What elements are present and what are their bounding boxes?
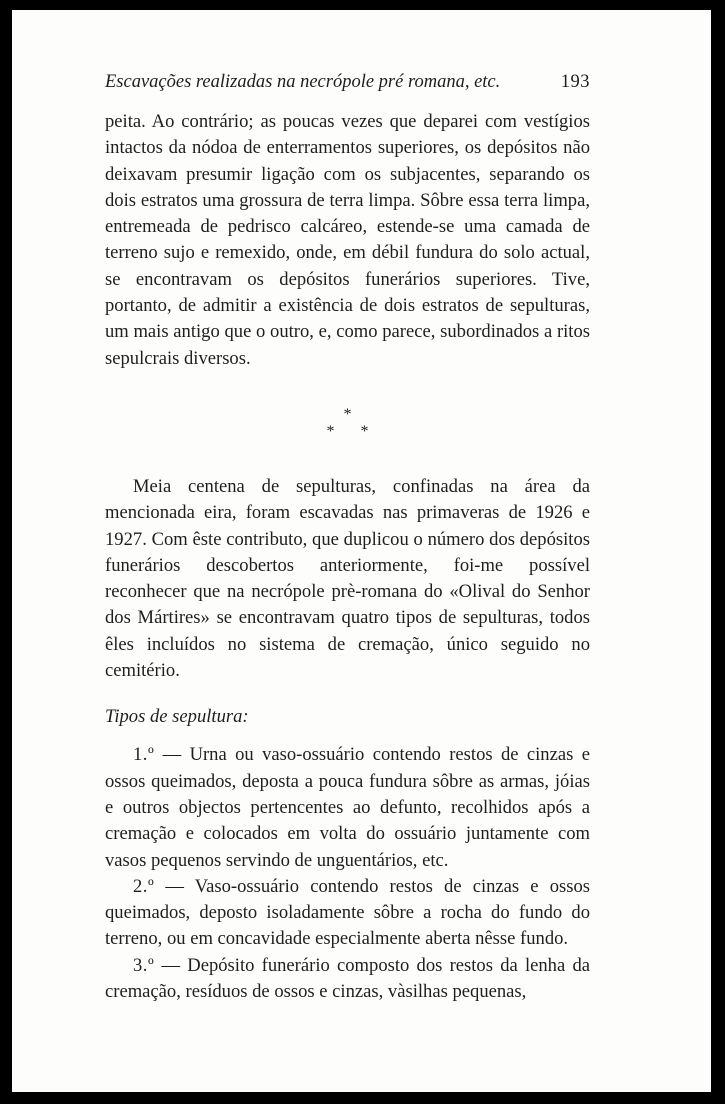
list-item-type-3 — [105, 953, 590, 1006]
running-header — [105, 72, 590, 93]
page-number: 193 — [560, 72, 590, 92]
separator-asterisk-top: * — [343, 405, 352, 423]
page-content — [105, 72, 590, 1005]
paragraph-excavation: Meia centena de sepulturas, confinadas na área da mencionada eira, foram escavadas nas primaveras de 1926 e 1927. Com êste contributo, que duplicou o número dos depósitos funerários descobertos anteriormente, foi-me possível reconhecer que na necrópole prè-romana do «Olival do Senhor dos Mártires» se encontravam quatro tipos de sepulturas, todos êles incluídos no sistema de cremação, único seguido no cemitério. — [105, 475, 590, 682]
list-item-type-1 — [105, 742, 590, 873]
list-item-text: Vaso-ossuário contendo restos de cinzas e ossos queimados, deposto isoladamente sôbre a rocha do fundo do terreno, ou em concavidade especialmente aberta nêsse fundo. — [105, 875, 590, 950]
book-page — [12, 10, 711, 1092]
list-item-ordinal: 1.º — [133, 744, 155, 766]
list-item-ordinal: 3.º — [133, 954, 155, 976]
running-title: Escavações realizadas na necrópole pré romana, etc. — [105, 72, 501, 92]
list-item-dash: — — [162, 744, 182, 766]
list-item-dash: — — [161, 954, 181, 976]
separator-asterisks-bottom: * * — [326, 422, 369, 440]
section-title: Tipos de sepultura: — [105, 706, 249, 728]
list-item-text: Depósito funerário composto dos restos da lenha da cremação, resíduos de ossos e cinzas, vàsilhas pequenas, — [105, 954, 590, 1003]
list-item-text: Urna ou vaso-ossuário contendo restos de cinzas e ossos queimados, deposta a pouca fundura sôbre as armas, jóias e outros objectos pertencentes ao defunto, recolhidos após a cremação e colocados em volta do ossuário juntamente com vasos pequenos servindo de unguentários, etc. — [105, 744, 590, 871]
paragraph-continuation: peita. Ao contrário; as poucas vezes que deparei com vestígios intactos da nódoa de enterramentos superiores, os depósitos não deixavam presumir ligação com os subjacentes, separando os dois estratos uma grossura de terra limpa. Sôbre essa terra limpa, entremeada de pedrisco calcáreo, estende-se uma camada de terreno sujo e remexido, onde, em débil fundura do solo actual, se encontravam os depósitos funerários superiores. Tive, portanto, de admitir a existência de dois estratos de sepulturas, um mais antigo que o outro, e, como parece, subordinados a ritos sepulcrais diversos. — [105, 111, 590, 369]
section-separator — [105, 406, 590, 440]
list-item-type-2 — [105, 874, 590, 953]
list-item-ordinal: 2.º — [133, 875, 155, 897]
list-item-dash: — — [165, 875, 184, 897]
